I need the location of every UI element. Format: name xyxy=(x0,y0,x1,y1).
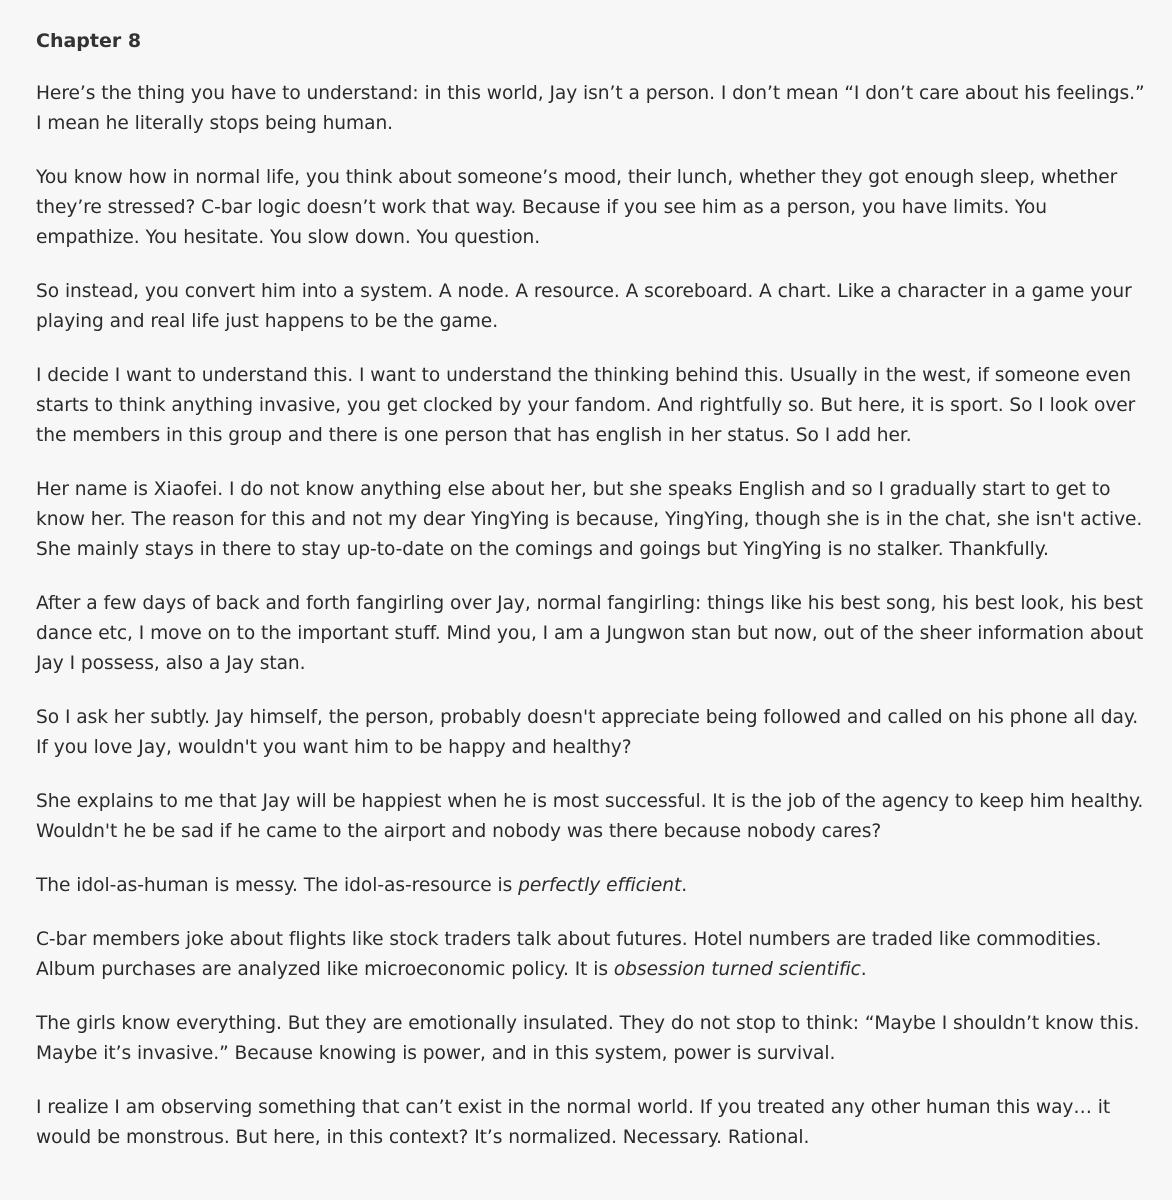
paragraph-2: You know how in normal life, you think about someone’s mood, their lunch, whether they got enough sleep, whether they’re stressed? C-bar logic doesn’t work that way. Because if you see him as a person, you have limits. You empathize. You hesitate. You slow down. You question. xyxy=(36,167,1118,248)
paragraph-11: The girls know everything. But they are emotionally insulated. They do not stop to think: “Maybe I shouldn’t know this. Maybe it’s invasive.” Because knowing is power, and in this system, power is survival. xyxy=(36,1013,1140,1064)
paragraph-12: I realize I am observing something that can’t exist in the normal world. If you treated any other human this way… it would be monstrous. But here, in this context? It’s normalized. Necessary. Rational. xyxy=(36,1097,1111,1148)
paragraph-5: Her name is Xiaofei. I do not know anything else about her, but she speaks English and so I gradually start to get to know her. The reason for this and not my dear YingYing is because, YingYing, though she is in the chat, she isn't active. She mainly stays in there to stay up-to-date on the comings and goings but YingYing is no stalker. Thankfully. xyxy=(36,479,1143,560)
paragraph-10-text-before: C-bar members joke about flights like stock traders talk about futures. Hotel numbers are traded like commodities. Album purchases are analyzed like microeconomic policy. It is xyxy=(36,929,1102,980)
paragraph-10-emphasis: obsession turned scientific xyxy=(613,959,861,980)
paragraph-3: So instead, you convert him into a system. A node. A resource. A scoreboard. A chart. Like a character in a game your playing and real life just happens to be the game. xyxy=(36,281,1132,332)
paragraph-10 xyxy=(36,925,1148,985)
paragraph-9-text-before: The idol-as-human is messy. The idol-as-resource is xyxy=(36,875,519,896)
paragraph-8: She explains to me that Jay will be happiest when he is most successful. It is the job of the agency to keep him healthy. Wouldn't he be sad if he came to the airport and nobody was there because nobody cares? xyxy=(36,791,1144,842)
paragraph-4: I decide I want to understand this. I want to understand the thinking behind this. Usually in the west, if someone even starts to think anything invasive, you get clocked by your fandom. And rightfully so. But here, it is sport. So I look over the members in this group and there is one person that has english in her status. So I add her. xyxy=(36,365,1136,446)
paragraph-9-text-after: . xyxy=(681,875,688,896)
chapter-title: Chapter 8 xyxy=(36,30,142,52)
paragraph-6: After a few days of back and forth fangirling over Jay, normal fangirling: things like his best song, his best look, his best dance etc, I move on to the important stuff. Mind you, I am a Jungwon stan but now, out of the sheer information about Jay I possess, also a Jay stan. xyxy=(36,593,1144,674)
paragraph-1: Here’s the thing you have to understand: in this world, Jay isn’t a person. I don’t mean “I don’t care about his feelings.” I mean he literally stops being human. xyxy=(36,83,1145,134)
paragraph-10-text-after: . xyxy=(860,959,867,980)
paragraph-7: So I ask her subtly. Jay himself, the person, probably doesn't appreciate being followed and called on his phone all day. If you love Jay, wouldn't you want him to be happy and healthy? xyxy=(36,707,1139,758)
paragraph-9 xyxy=(36,871,1148,901)
paragraph-9-emphasis: perfectly efficient xyxy=(518,875,682,896)
